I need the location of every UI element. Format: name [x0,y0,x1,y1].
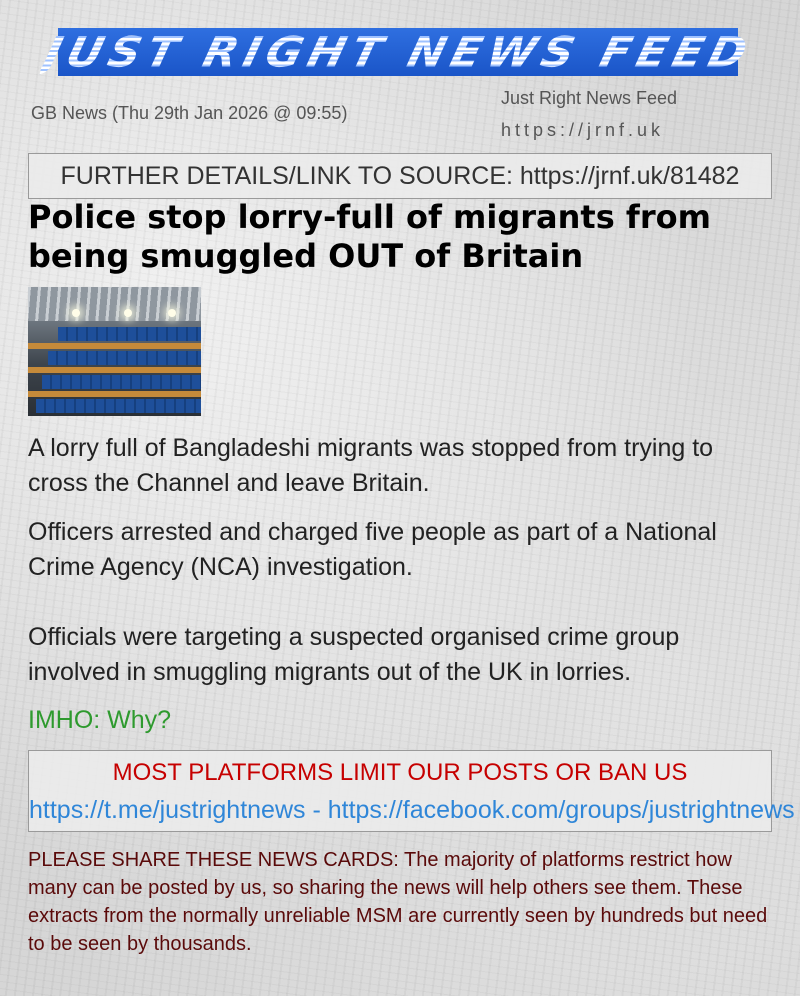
imho-comment: IMHO: Why? [28,706,172,734]
platforms-warning: MOST PLATFORMS LIMIT OUR POSTS OR BAN US [112,759,688,786]
article-paragraph-3: Officials were targeting a suspected organised crime group involved in smuggling migrants out of the UK in lorries. [28,623,680,686]
source-link-box[interactable] [28,153,772,199]
source-link-text[interactable]: FURTHER DETAILS/LINK TO SOURCE: https://jrnf.uk/81482 [60,161,740,190]
social-links[interactable]: https://t.me/justrightnews - https://facebook.com/groups/justrightnews [29,796,795,824]
share-note: PLEASE SHARE THESE NEWS CARDS: The majority of platforms restrict how many can be posted by us, so sharing the news will help others see them. These extracts from the normally unreliable MSM are currently seen by hundreds but need to be seen by thousands. [28,849,768,955]
site-url[interactable]: https://jrnf.uk [501,120,665,140]
article-paragraph-1: A lorry full of Bangladeshi migrants was stopped from trying to cross the Channel and leave Britain. [28,434,714,497]
site-banner-logo [38,27,758,77]
site-name: Just Right News Feed [501,88,678,108]
article-paragraph-2: Officers arrested and charged five people as part of a National Crime Agency (NCA) investigation. [28,518,717,581]
article-headline: Police stop lorry-full of migrants from being smuggled OUT of Britain [28,198,711,275]
dateline: GB News (Thu 29th Jan 2026 @ 09:55) [31,103,348,123]
platforms-notice-box [28,750,795,832]
article-photo [28,287,201,416]
banner-title: JUST RIGHT NEWS FEED [38,27,758,77]
